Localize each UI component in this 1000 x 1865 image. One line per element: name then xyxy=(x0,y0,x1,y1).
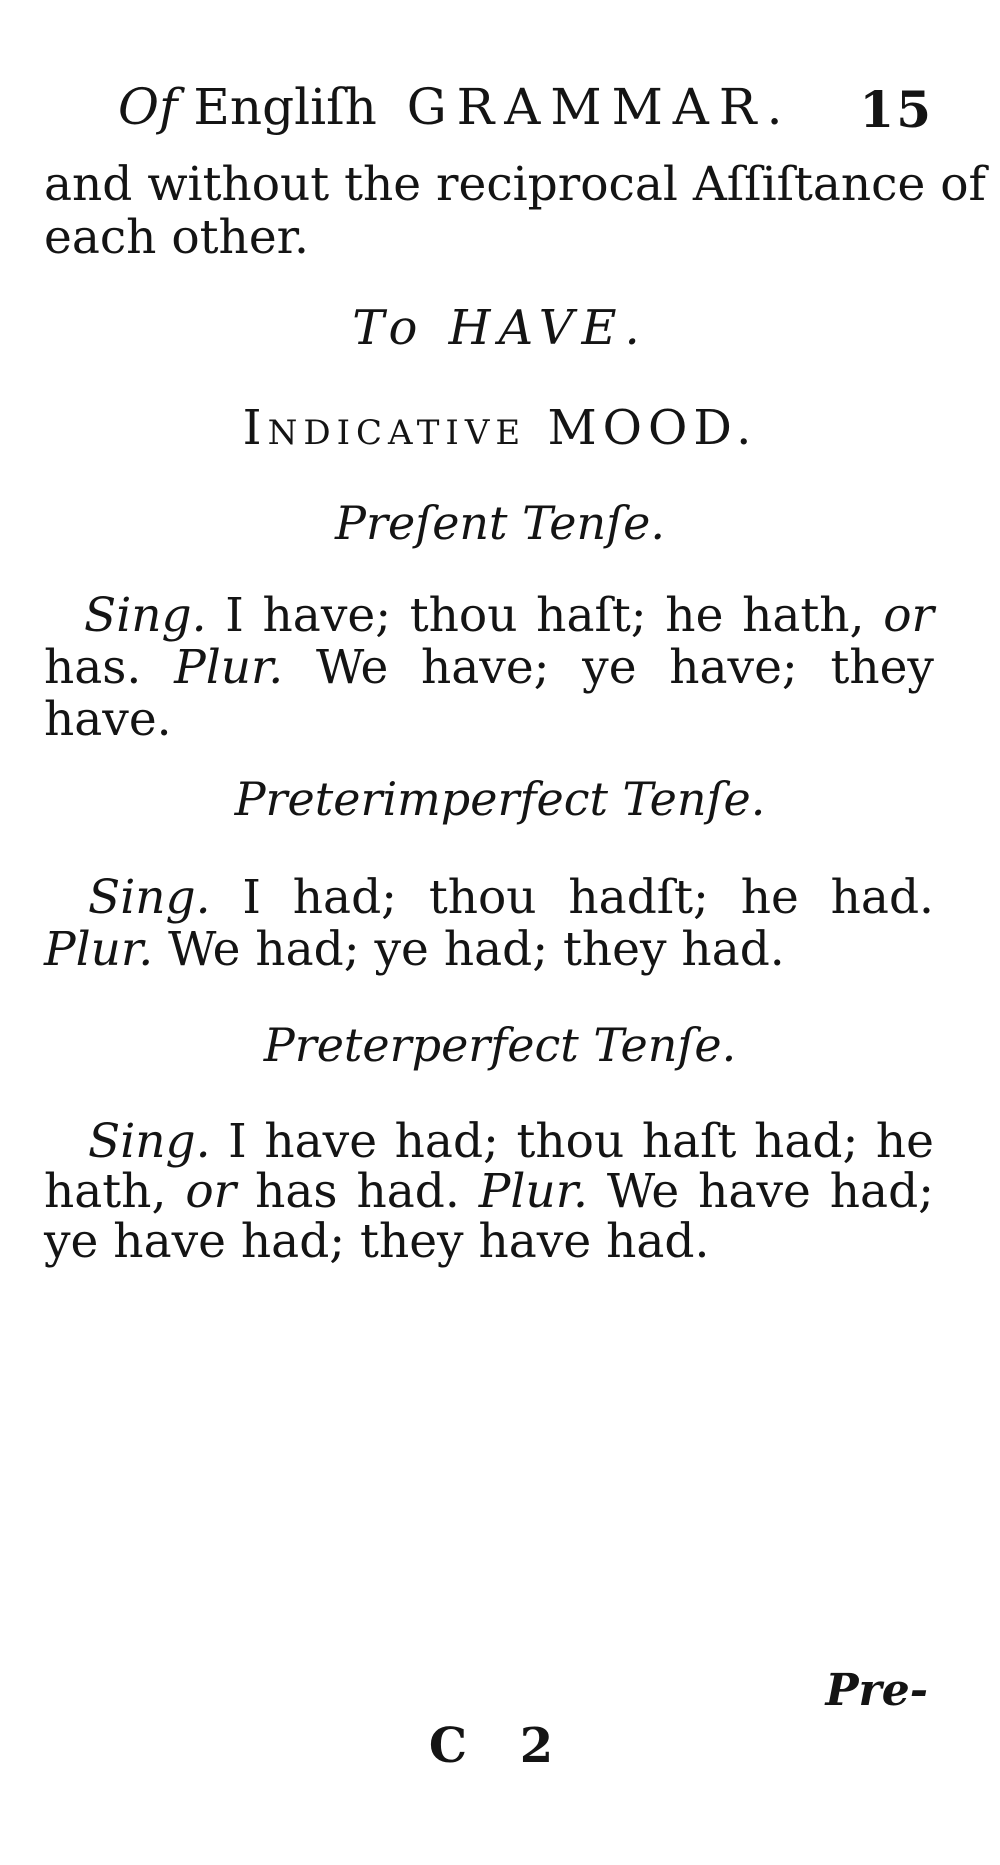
preterperfect-hath: hath, xyxy=(44,1164,167,1219)
plur-label: Plur. xyxy=(478,1164,588,1219)
preterperfect-has-had: has had. xyxy=(255,1164,460,1219)
or-word: or xyxy=(185,1164,237,1219)
signature-mark: C 2 xyxy=(428,1718,572,1774)
present-line-1 xyxy=(44,588,934,644)
mood-heading-indicative: Indicative xyxy=(242,400,527,456)
preterperfect-line-1 xyxy=(44,1114,934,1170)
sing-label: Sing. xyxy=(84,588,207,643)
sing-label: Sing. xyxy=(88,870,211,925)
section-heading-preterperfect: Preterperfect Tenſe. xyxy=(263,1018,737,1072)
preterperfect-plur-text: We have had; xyxy=(606,1164,934,1219)
mood-heading xyxy=(0,400,1000,456)
preterimperfect-sing-text: I had; thou hadſt; he had. xyxy=(242,870,934,925)
present-plur-text: We have; ye have; they xyxy=(315,640,934,695)
plur-label: Plur. xyxy=(44,922,154,977)
catchword: Pre- xyxy=(825,1665,928,1716)
present-line-3: have. xyxy=(44,692,172,747)
section-heading-preterimperfect: Preterimperfect Tenſe. xyxy=(234,772,766,826)
verb-title: To HAVE. xyxy=(352,300,648,356)
preterimperfect-line-2 xyxy=(44,922,934,978)
section-heading-present: Preſent Tenſe. xyxy=(335,496,665,550)
preterperfect-sing-text: I have had; thou haſt had; he xyxy=(228,1114,934,1169)
present-line-2 xyxy=(44,640,934,696)
page-number: 15 xyxy=(859,80,933,139)
intro-line-1: and without the reciprocal Aſſiſtance of xyxy=(44,157,986,212)
preterimperfect-plur-text: We had; ye had; they had. xyxy=(168,922,785,977)
intro-line-2: each other. xyxy=(44,210,309,265)
running-head-english: Engliſh xyxy=(193,78,377,136)
present-sing-text: I have; thou haſt; he hath, xyxy=(225,588,865,643)
present-has: has. xyxy=(44,640,142,695)
preterperfect-line-2 xyxy=(44,1164,934,1220)
running-head xyxy=(118,78,933,138)
preterimperfect-line-1 xyxy=(44,870,934,926)
running-head-of: Of xyxy=(118,78,178,136)
mood-heading-mood: MOOD. xyxy=(547,400,758,456)
sing-label: Sing. xyxy=(88,1114,211,1169)
running-head-grammar: GRAMMAR. xyxy=(406,78,793,136)
plur-label: Plur. xyxy=(174,640,284,695)
or-word: or xyxy=(883,588,934,643)
preterperfect-line-3: ye have had; they have had. xyxy=(44,1214,710,1269)
